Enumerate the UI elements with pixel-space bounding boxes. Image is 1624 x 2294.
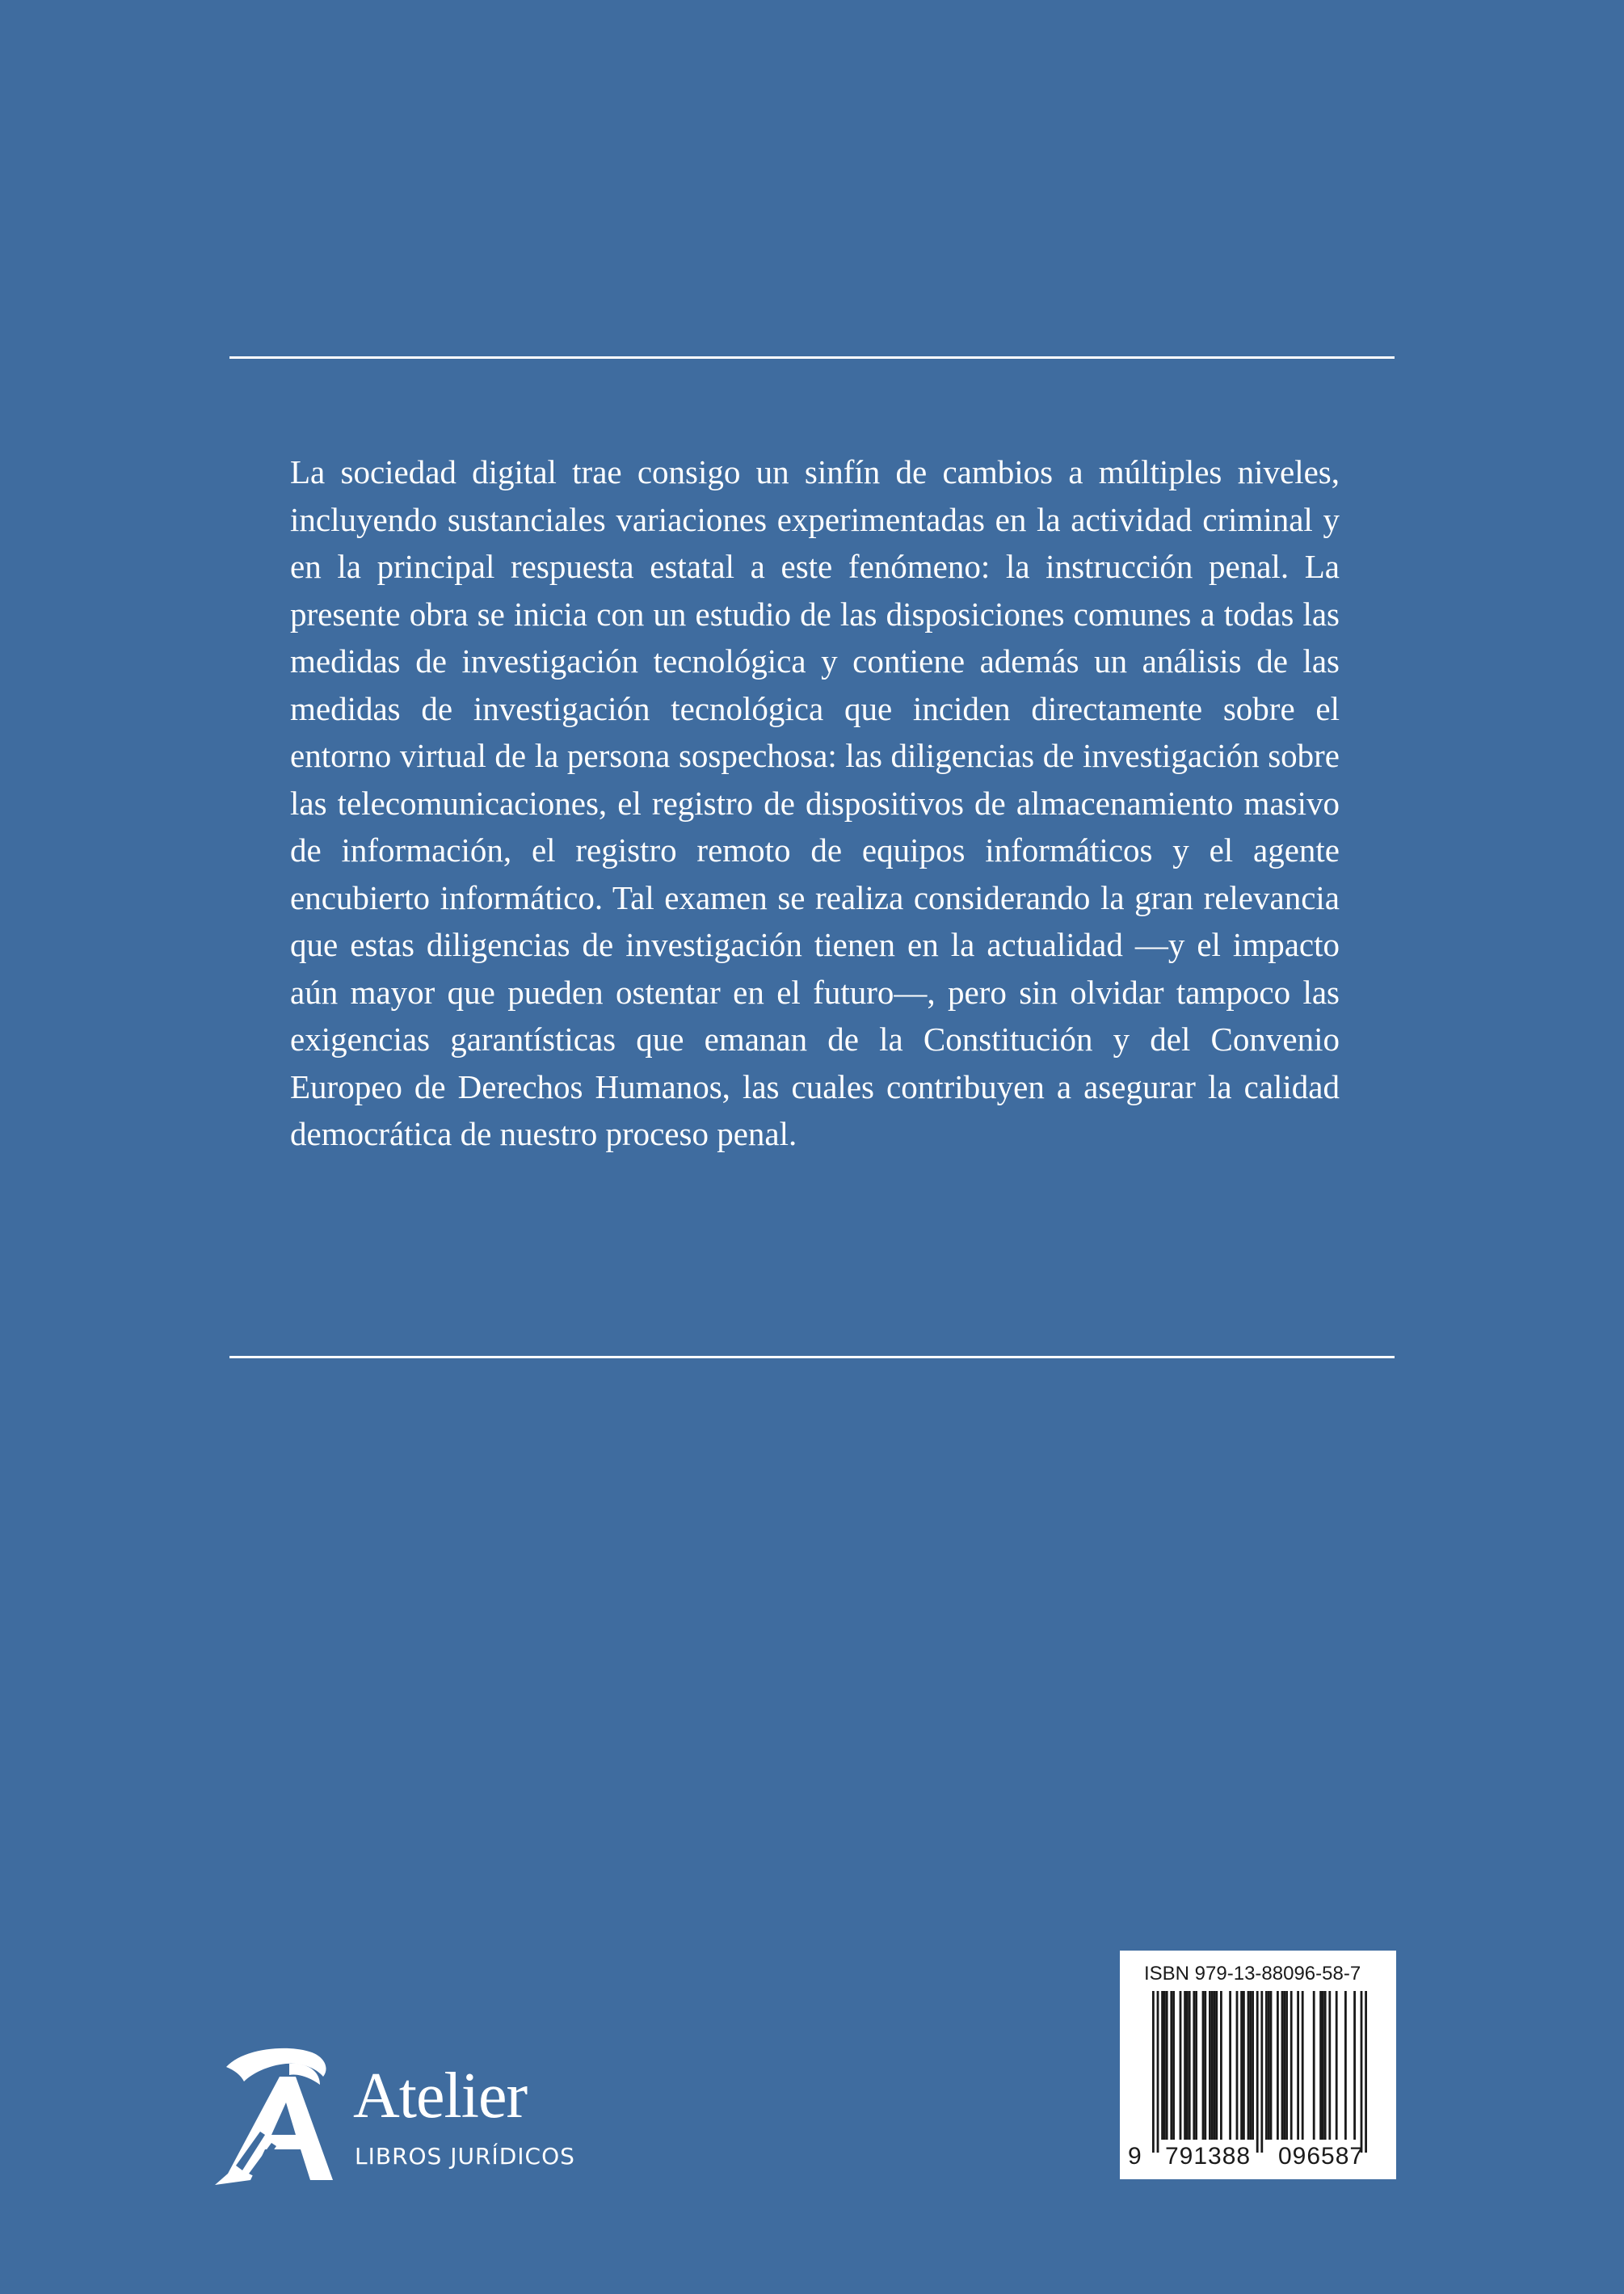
barcode-bar [1189, 1991, 1191, 2140]
isbn-label: ISBN 979-13-88096-58-7 [1144, 1963, 1361, 1985]
barcode-bar [1265, 1991, 1268, 2140]
barcode-bar [1297, 1991, 1299, 2140]
barcode-bar [1313, 1991, 1315, 2140]
barcode-bar [1214, 1991, 1216, 2140]
barcode-bar [1193, 1991, 1195, 2140]
barcode-bar [1281, 1991, 1284, 2140]
isbn-barcode [1120, 1951, 1396, 2179]
barcode-bar [1365, 1991, 1367, 2153]
barcode-bar [1247, 1991, 1250, 2140]
barcode-bar [1157, 1991, 1159, 2153]
barcode-bar [1260, 1991, 1263, 2153]
barcode-bar [1290, 1991, 1293, 2140]
bottom-divider [229, 1356, 1395, 1358]
barcode-bar [1256, 1991, 1259, 2153]
barcode-bar [1180, 1991, 1182, 2140]
barcode-bar [1166, 1991, 1168, 2140]
barcode-bar [1163, 1991, 1166, 2140]
barcode-bar [1322, 1991, 1324, 2140]
barcode-bar [1236, 1991, 1239, 2140]
barcode-bar [1161, 1991, 1163, 2140]
barcode-left-digits: 791388 [1165, 2143, 1252, 2170]
barcode-bar [1204, 1991, 1206, 2140]
barcode-bar [1324, 1991, 1327, 2140]
barcode-bar [1252, 1991, 1254, 2140]
barcode-bar [1202, 1991, 1205, 2140]
barcode-bar [1220, 1991, 1222, 2140]
barcode-bar [1344, 1991, 1347, 2140]
barcode-bar [1270, 1991, 1273, 2140]
barcode-right-digits: 096587 [1278, 2143, 1365, 2170]
back-cover-blurb: La sociedad digital trae consigo un sinfín de cambios a múltiples niveles, incluyendo sustanciales variaciones experimentadas en la actividad criminal y en la principal respuesta estatal a este fenómeno: la instrucción penal. La presente obra se inicia con un estudio de las disposiciones comunes a todas las medidas de investigación tecnológica y contiene además un análisis de las medidas de investigación tecnológica que inciden directamente sobre el entorno virtual de la persona sospechosa: las diligencias de investigación sobre las telecomunicaciones, el registro de dispositivos de almacenamiento masivo de información, el registro remoto de equipos informáticos y el agente encubierto informático. Tal examen se realiza considerando la gran relevancia que estas diligencias de investigación tienen en la actualidad —y el impacto aún mayor que pueden ostentar en el futuro—, pero sin olvidar tampoco las exigencias garantísticas que emanan de la Constitución y del Convenio Europeo de Derechos Humanos, las cuales contribuyen a asegurar la calidad democrática de nuestro proceso penal. [290, 453, 1340, 1152]
barcode-bar [1268, 1991, 1270, 2140]
barcode-bar [1283, 1991, 1285, 2140]
barcode-bar [1336, 1991, 1338, 2140]
barcode-bar [1215, 1991, 1218, 2140]
barcode-bar [1186, 1991, 1189, 2140]
barcode-bar [1302, 1991, 1304, 2140]
barcode-bar [1211, 1991, 1214, 2140]
stylized-letter-a-icon [212, 2044, 341, 2188]
barcode-first-digit: 9 [1128, 2143, 1142, 2170]
barcode-bar [1249, 1991, 1252, 2140]
barcode-bar [1319, 1991, 1322, 2140]
barcode-bar [1209, 1991, 1211, 2140]
barcode-bar [1152, 1991, 1155, 2153]
barcode-bar [1285, 1991, 1288, 2140]
barcode-bar [1361, 1991, 1363, 2153]
publisher-logo [212, 2044, 583, 2190]
top-divider [229, 356, 1395, 359]
barcode-bar [1229, 1991, 1231, 2140]
barcode-bar [1170, 1991, 1172, 2140]
publisher-tagline: LIBROS JURÍDICOS [355, 2143, 575, 2170]
barcode-bar [1328, 1991, 1331, 2140]
barcode-bar [1172, 1991, 1175, 2140]
barcode-bar [1195, 1991, 1197, 2140]
barcode-bar [1240, 1991, 1243, 2140]
barcode-bar [1243, 1991, 1245, 2140]
barcode-bar [1353, 1991, 1356, 2140]
publisher-name: Atelier [353, 2060, 528, 2132]
barcode-bar [1184, 1991, 1186, 2140]
barcode-bar [1277, 1991, 1279, 2140]
